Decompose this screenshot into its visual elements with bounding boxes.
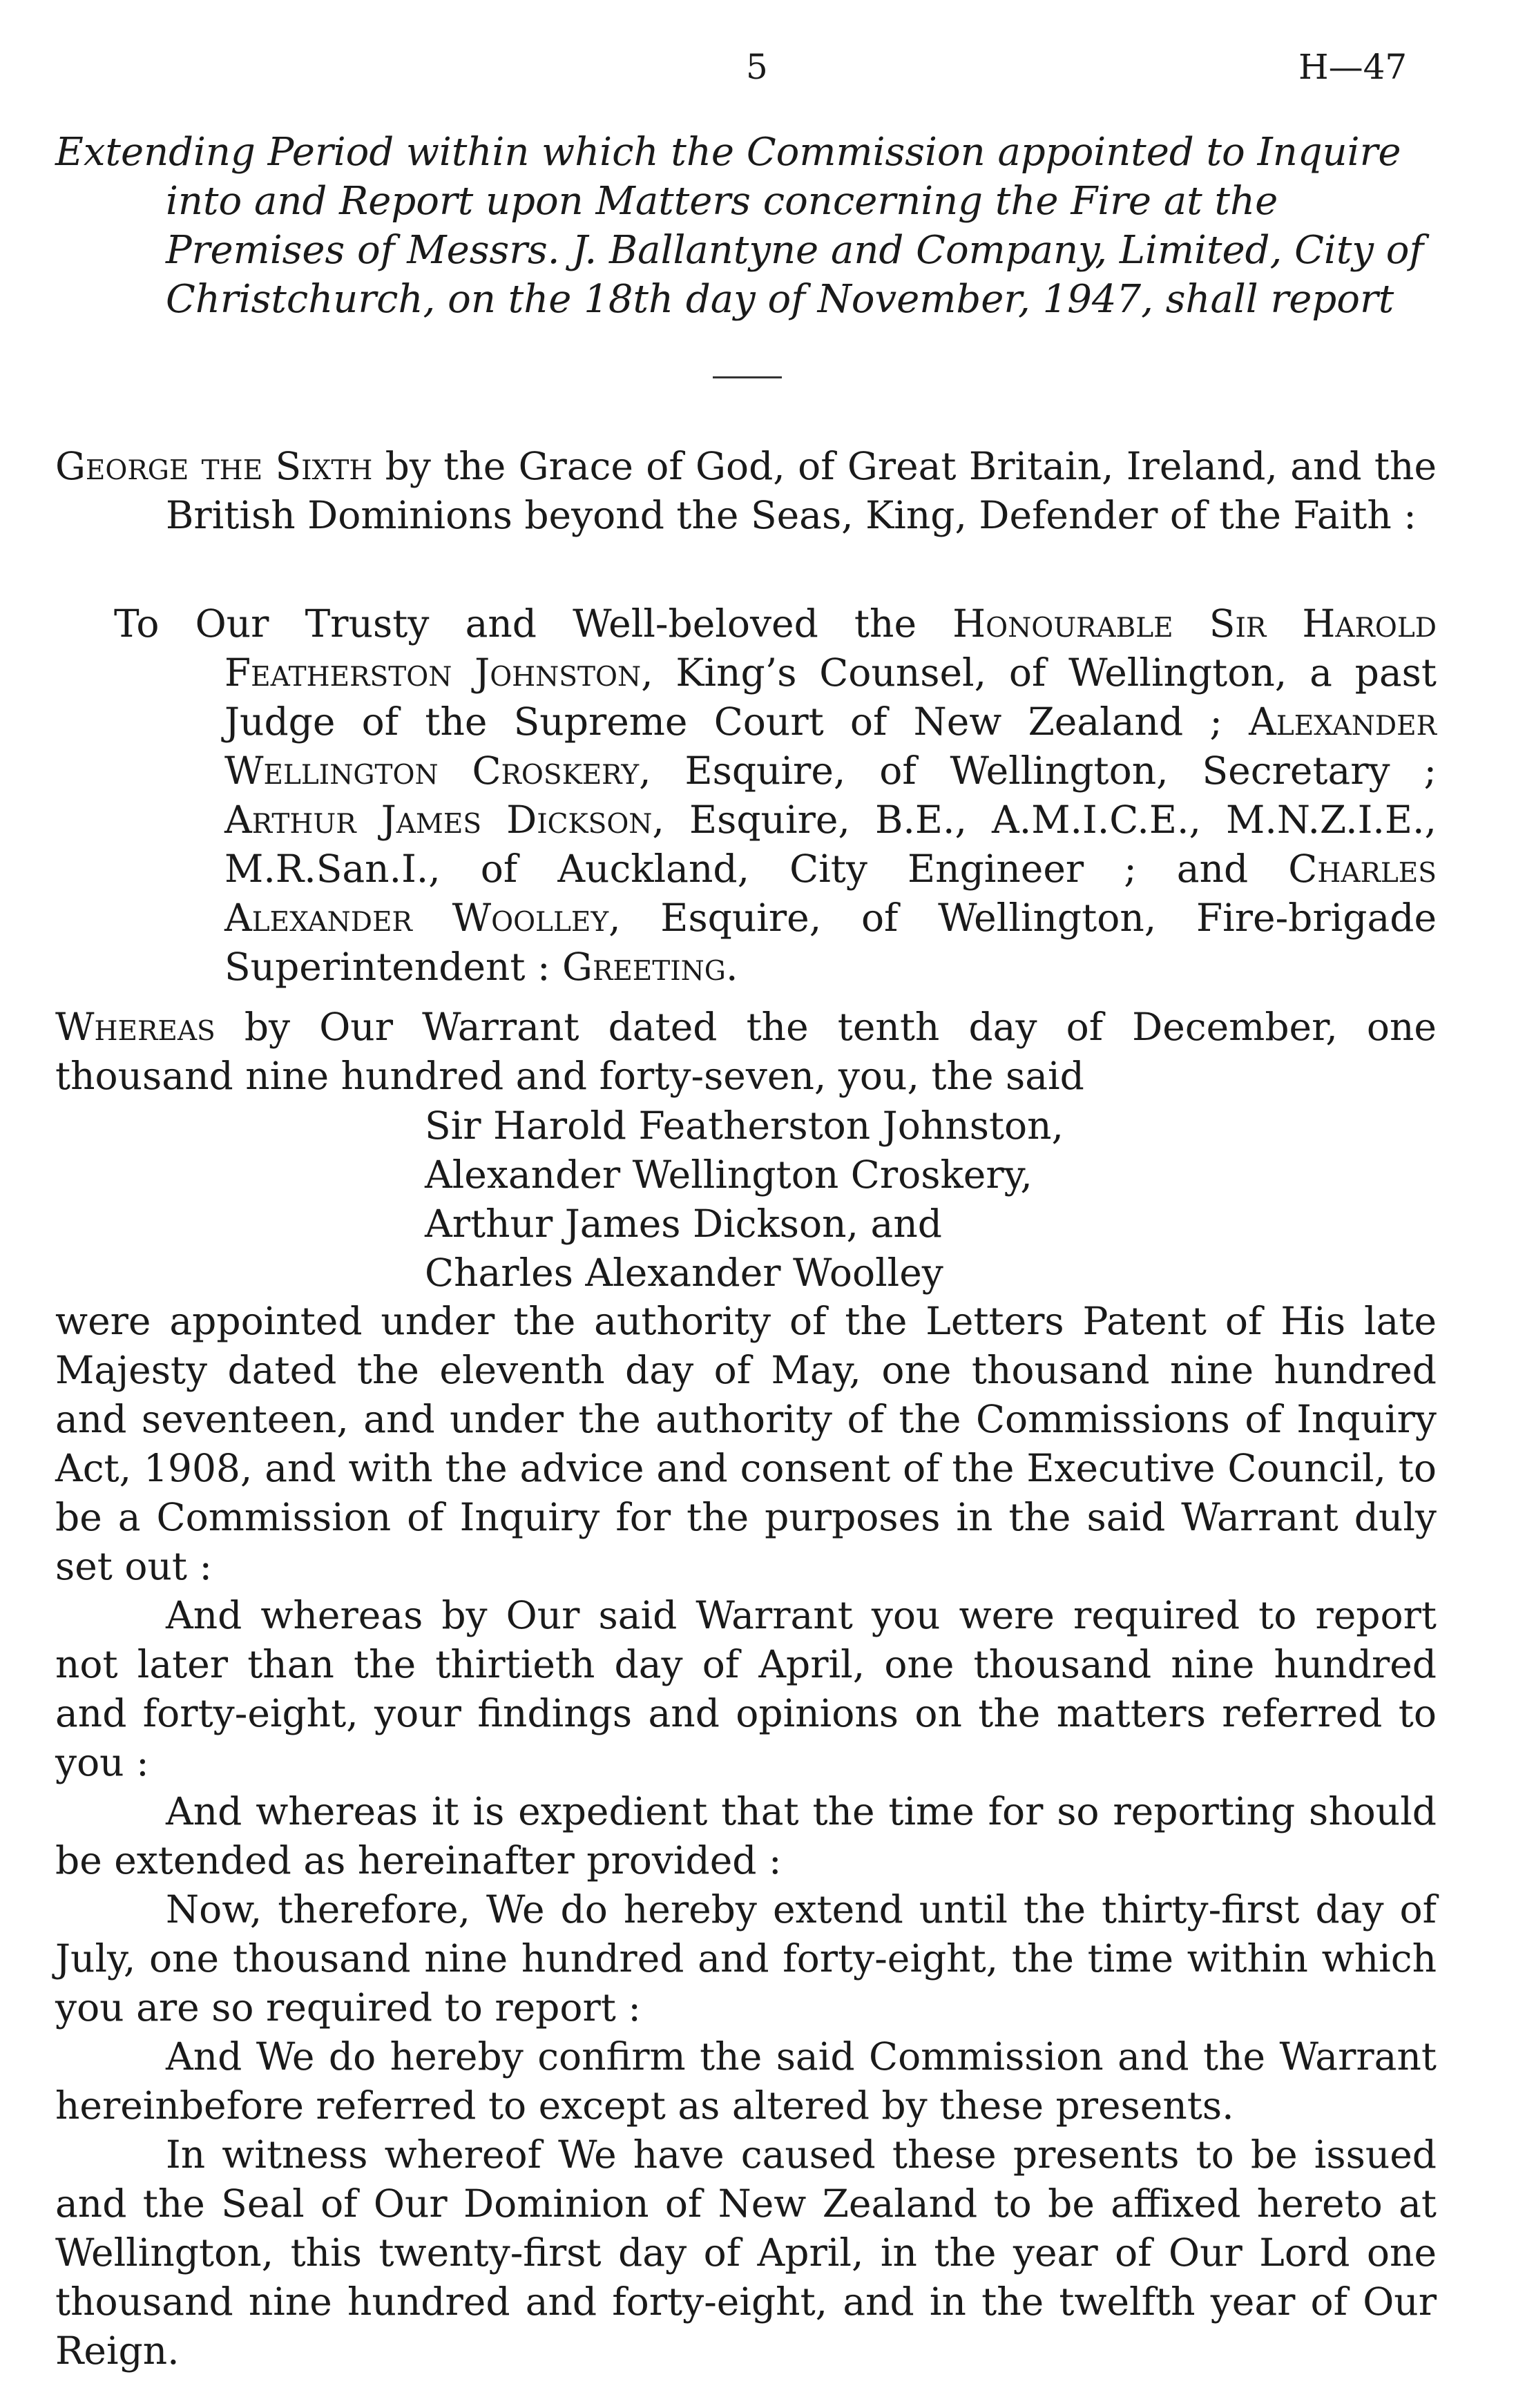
body-paragraph: And We do hereby confirm the said Commission and the Warrant hereinbefore referred to except as altered by these presents. <box>55 2034 1437 2128</box>
sovereign-text: by the Grace of God, of Great Britain, Ireland, and the British Dominions beyond the Seas, King, Defender of the Faith : <box>166 444 1437 537</box>
page-number: 5 <box>746 47 768 87</box>
title-text: Extending Period within which the Commission appointed to Inquire into and Report upon Matters concerning the Fire at the Premises of Messrs. J. Ballantyne and Company, Limited, City of Christchurch, on the 18th day of November, 1947, shall report <box>55 130 1424 322</box>
sovereign-name: George the Sixth <box>55 444 373 488</box>
addressee-text-4: , Esquire, of Wellington, Fire-brigade Superintendent : <box>224 896 1437 989</box>
addressee-text-3: , Esquire, B.E., A.M.I.C.E., M.N.Z.I.E., M.R.San.I., of Auckland, City Engineer ; and <box>224 798 1437 891</box>
commissioner-name: Alexander Wellington Croskery, <box>425 1153 1033 1197</box>
document-title <box>55 128 1437 324</box>
title-divider <box>713 376 782 378</box>
address-paragraph <box>55 599 1437 992</box>
address-lead: To Our Trusty and Well-beloved the <box>114 601 953 646</box>
commissioner-name: Arthur James Dickson, and <box>425 1202 942 1246</box>
addressee-name-3: Arthur James Dickson <box>224 798 653 842</box>
whereas-paragraph <box>55 1003 1437 1101</box>
whereas-lead: Whereas <box>55 1005 215 1049</box>
addressee-name-1: Honourable Sir Harold Featherston Johnston <box>224 601 1437 695</box>
greeting: Greeting. <box>562 945 738 989</box>
addressee-name-2: Alexander Wellington Croskery <box>224 700 1437 793</box>
body-paragraph: And whereas it is expedient that the time for so reporting should be extended as hereinafter provided : <box>55 1789 1437 1882</box>
body-paragraph: And whereas by Our said Warrant you were required to report not later than the thirtieth day of April, one thousand nine hundred and forty-eight, your findings and opinions on the matters referred to you : <box>55 1593 1437 1784</box>
addressee-name-4: Charles Alexander Woolley <box>224 847 1437 940</box>
document-reference: H—47 <box>1298 47 1408 87</box>
body-paragraph: Now, therefore, We do hereby extend until the thirty-first day of July, one thousand nine hundred and forty-eight, the time within which you are so required to report : <box>55 1887 1437 2030</box>
commissioner-names <box>425 1101 1064 1298</box>
body-paragraph: were appointed under the authority of the Letters Patent of His late Majesty dated the eleventh day of May, one thousand nine hundred and seventeen, and under the authority of the Commissions of Inquiry Act, 1908, and with the advice and consent of the Executive Council, to be a Commission of Inquiry for the purposes in the said Warrant duly set out : <box>55 1299 1437 1588</box>
sovereign-paragraph <box>55 442 1437 540</box>
addressee-text-1: , King’s Counsel, of Wellington, a past Judge of the Supreme Court of New Zealand ; <box>224 651 1437 744</box>
commissioner-name: Charles Alexander Woolley <box>425 1251 943 1295</box>
body-paragraph: In witness whereof We have caused these presents to be issued and the Seal of Our Dominion of New Zealand to be affixed hereto at Wellington, this twenty-first day of April, in the year of Our Lord one thousand nine hundred and forty-eight, and in the twelfth year of Our Reign. <box>55 2132 1437 2373</box>
addressee-text-2: , Esquire, of Wellington, Secretary ; <box>639 749 1437 793</box>
whereas-text: by Our Warrant dated the tenth day of December, one thousand nine hundred and forty-seven, you, the said <box>55 1005 1437 1098</box>
commissioner-name: Sir Harold Featherston Johnston, <box>425 1104 1064 1148</box>
body-paragraphs <box>55 1297 1437 2376</box>
